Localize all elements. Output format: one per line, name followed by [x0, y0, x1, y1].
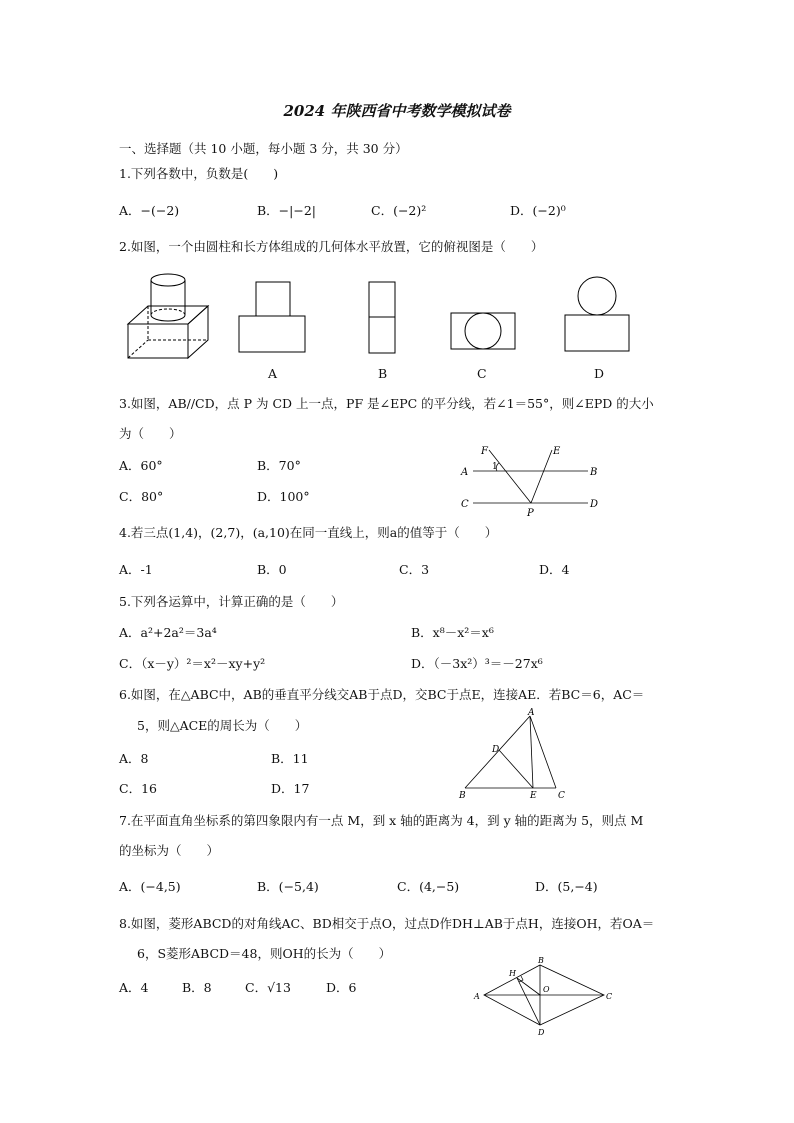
q2-option-b-figure [368, 282, 398, 357]
q6-label-a: A [528, 708, 535, 718]
q2-label-c: C [477, 366, 487, 381]
q2-option-d-figure [564, 276, 634, 356]
q8-option-d: D．6 [326, 980, 357, 995]
q4-option-b: B．0 [257, 562, 287, 577]
q8-rhombus-figure [472, 955, 622, 1040]
q3-geometry-figure [455, 440, 605, 520]
q5-option-d: D．（－3x²）³＝－27x⁶ [411, 656, 543, 671]
q5-option-c: C．（x－y）²＝x²－xy+y² [119, 656, 266, 671]
q6-label-c: C [558, 791, 565, 801]
q3-label-b: B [590, 467, 598, 478]
q8-stem-line1: 8.如图，菱形ABCD的对角线AC、BD相交于点O，过点D作DH⊥AB于点H，连接OH，若OA＝ [119, 916, 655, 931]
q7-option-a: A．(−4,5) [119, 879, 181, 894]
q3-stem-line2: 为（ ） [119, 426, 182, 441]
q4-stem: 4.若三点(1,4)，(2,7)，(a,10)在同一直线上，则a的值等于（ ） [119, 525, 498, 540]
q8-option-c: C．√13 [245, 980, 291, 995]
q8-option-a: A．4 [119, 980, 149, 995]
q5-option-b: B．x⁸－x²＝x⁶ [411, 625, 494, 640]
q3-label-d: D [590, 499, 599, 510]
q1-option-c: C．(−2)² [371, 203, 427, 218]
q6-label-b: B [459, 791, 466, 801]
q2-label-a: A [268, 366, 278, 381]
q6-option-b: B．11 [271, 751, 309, 766]
q3-label-a: A [461, 467, 469, 478]
q3-option-c: C．80° [119, 489, 164, 504]
q1-option-b: B．−|−2| [257, 203, 317, 218]
q3-label-f: F [481, 446, 488, 457]
q7-option-c: C．(4,−5) [397, 879, 460, 894]
q3-stem-line1: 3.如图，AB//CD，点 P 为 CD 上一点，PF 是∠EPC 的平分线，若∠1＝55°，则∠EPD 的大小 [119, 396, 654, 411]
q1-option-a: A．−(−2) [119, 203, 180, 218]
q8-label-h: H [509, 969, 516, 978]
q6-triangle-figure [455, 706, 575, 801]
q6-option-a: A．8 [119, 751, 149, 766]
q3-label-angle1: 1 [492, 462, 498, 472]
q4-option-c: C．3 [399, 562, 430, 577]
q8-label-a: A [474, 992, 480, 1001]
q6-stem-line2: 5，则△ACE的周长为（ ） [137, 718, 308, 733]
q2-option-c-figure [450, 312, 520, 354]
q1-stem: 1.下列各数中，负数是( ) [119, 166, 279, 181]
q7-option-b: B．(−5,4) [257, 879, 319, 894]
q4-option-a: A．-1 [119, 562, 153, 577]
q2-solid-figure [118, 270, 218, 365]
q7-stem-line1: 7.在平面直角坐标系的第四象限内有一点 M，到 x 轴的距离为 4，到 y 轴的距离为 5，则点 M [119, 813, 644, 828]
q8-label-o: O [543, 985, 550, 994]
q7-stem-line2: 的坐标为（ ） [119, 843, 220, 858]
q3-label-e: E [553, 446, 561, 457]
q8-label-b: B [538, 956, 544, 965]
q6-option-c: C．16 [119, 781, 157, 796]
q3-label-c: C [461, 499, 469, 510]
q2-label-d: D [594, 366, 605, 381]
q8-stem-line2: 6，S菱形ABCD＝48，则OH的长为（ ） [137, 946, 392, 961]
q6-stem-line1: 6.如图，在△ABC中，AB的垂直平分线交AB于点D，交BC于点E，连接AE．若BC＝6，AC＝ [119, 687, 645, 702]
q4-option-d: D．4 [539, 562, 570, 577]
section-heading: 一、选择题（共 10 小题，每小题 3 分，共 30 分） [119, 141, 408, 156]
q3-option-a: A．60° [119, 458, 163, 473]
q8-label-d: D [538, 1028, 545, 1037]
q1-option-d: D．(−2)⁰ [510, 203, 566, 218]
q6-label-d: D [492, 745, 500, 755]
q6-label-e: E [530, 791, 537, 801]
exam-title: 2024 年陕西省中考数学模拟试卷 [283, 102, 511, 120]
q2-option-a-figure [238, 282, 308, 357]
q2-stem: 2.如图，一个由圆柱和长方体组成的几何体水平放置，它的俯视图是（ ） [119, 239, 544, 254]
q5-option-a: A．a²+2a²＝3a⁴ [119, 625, 217, 640]
q8-label-c: C [606, 992, 613, 1001]
q3-option-d: D．100° [257, 489, 310, 504]
q2-label-b: B [378, 366, 388, 381]
q3-option-b: B．70° [257, 458, 301, 473]
q3-label-p: P [527, 508, 534, 519]
q6-option-d: D．17 [271, 781, 310, 796]
q8-option-b: B．8 [182, 980, 212, 995]
q7-option-d: D．(5,−4) [535, 879, 598, 894]
q5-stem: 5.下列各运算中，计算正确的是（ ） [119, 594, 344, 609]
